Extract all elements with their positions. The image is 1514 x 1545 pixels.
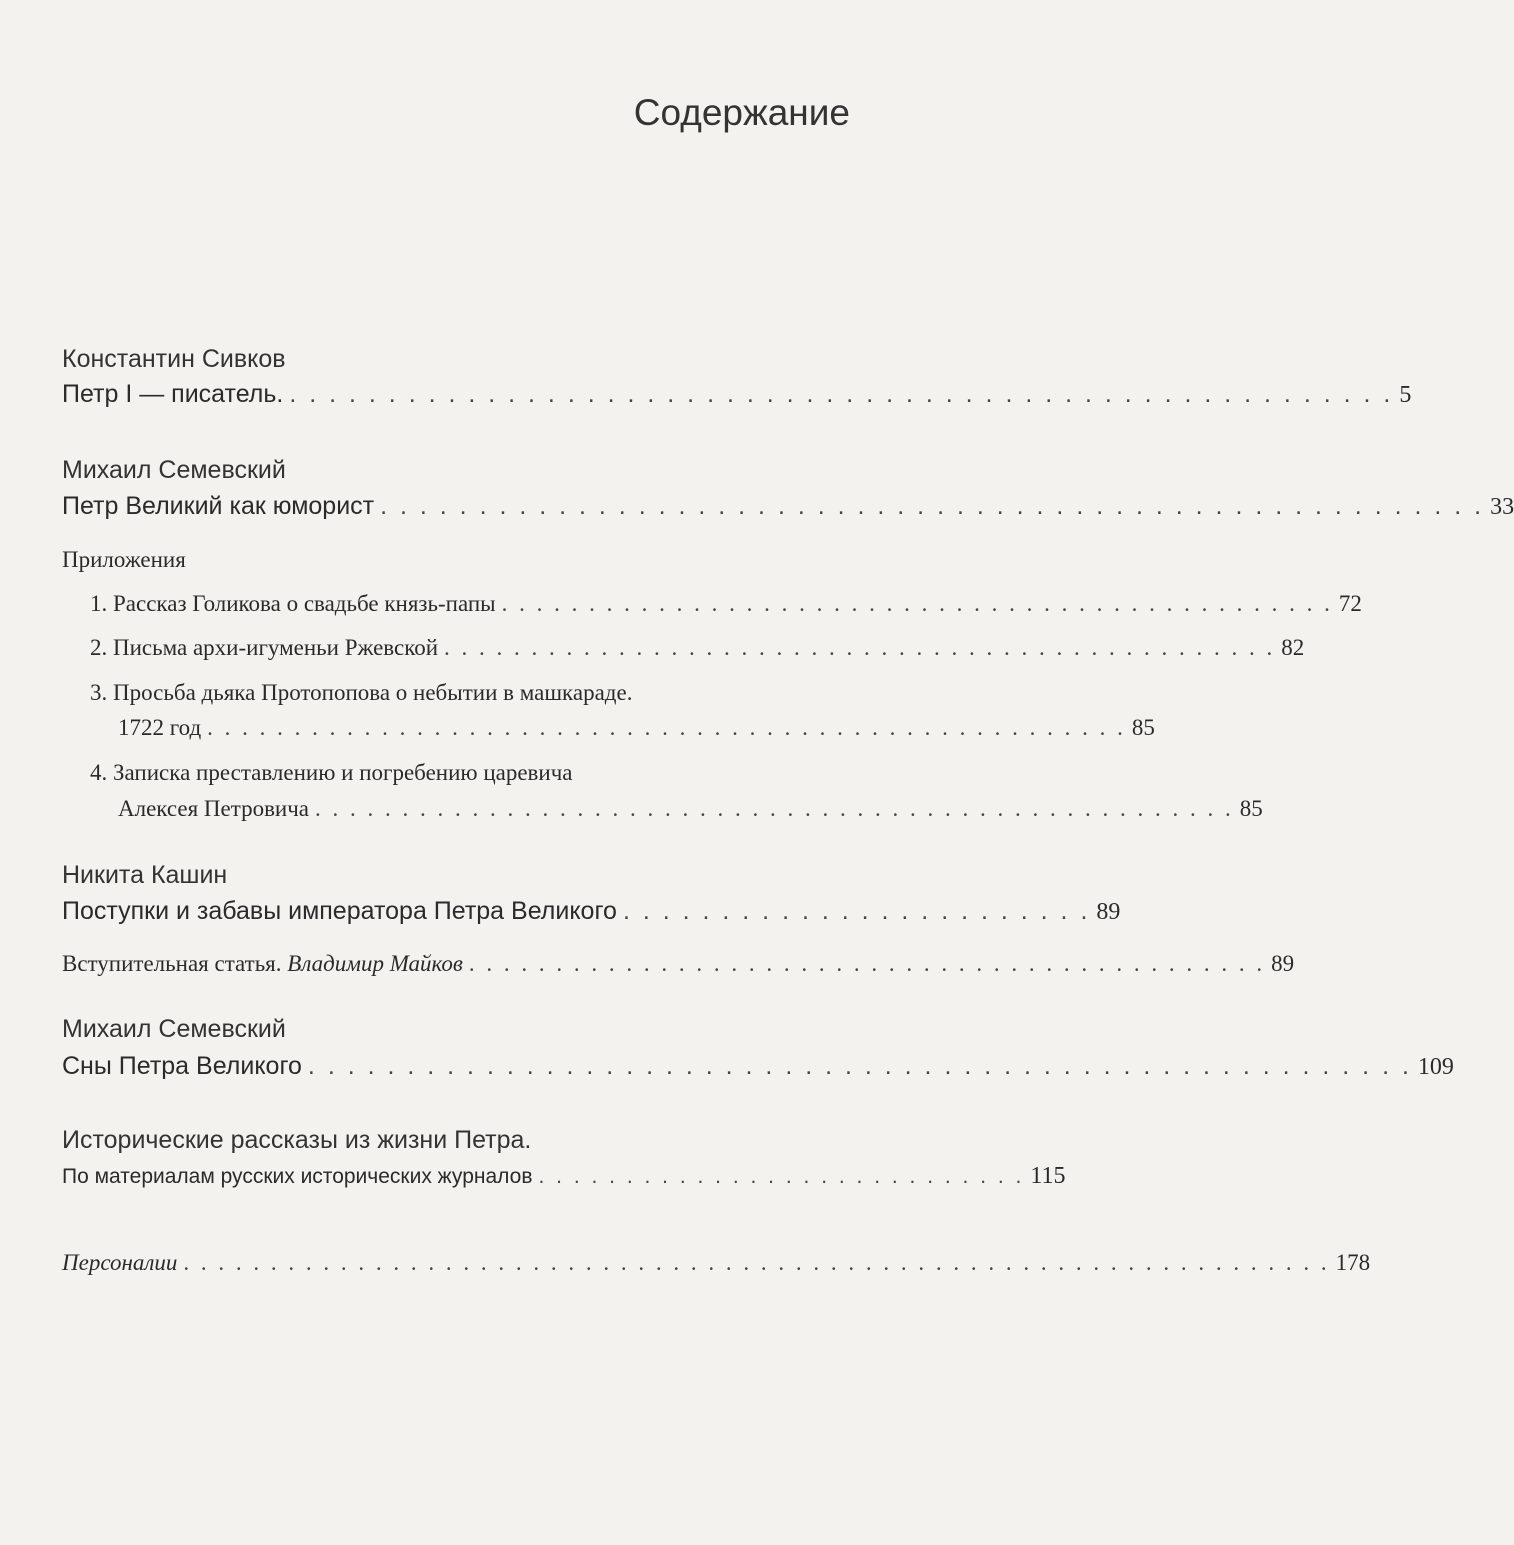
stories-heading: Исторические рассказы из жизни Петра. bbox=[62, 1126, 532, 1154]
dot-leader: . . . . . . . . . . . . . . . . . . . . . . . . . . . . bbox=[538, 1165, 1025, 1188]
toc-entry-sivkov[interactable] bbox=[62, 380, 1412, 409]
toc-entry-appendix-4[interactable] bbox=[118, 796, 1263, 822]
page-number: 72 bbox=[1338, 591, 1362, 616]
dot-leader: . . . . . . . . . . . . . . . . . . . . . . . . . . . . . . . . . . . . . . . . . . . . . . . . . . . . . bbox=[207, 715, 1126, 740]
toc-entry-stories[interactable] bbox=[62, 1163, 1066, 1190]
toc-entry-semevsky-humorist[interactable] bbox=[62, 492, 1514, 521]
toc-entry-kashin[interactable] bbox=[62, 897, 1121, 926]
page-number: 5 bbox=[1399, 382, 1412, 408]
entry-title: Петр I — писатель. bbox=[62, 380, 284, 408]
page-number: 33 bbox=[1490, 494, 1514, 520]
entry-title: 1. Рассказ Голикова о свадьбе князь-папы bbox=[90, 591, 496, 616]
toc-entry-appendix-3[interactable] bbox=[118, 715, 1155, 741]
entry-title: Петр Великий как юморист bbox=[62, 492, 375, 520]
toc-entry-appendix-1[interactable] bbox=[90, 591, 1362, 617]
page-number: 109 bbox=[1417, 1054, 1454, 1080]
entry-title: 2. Письма архи-игуменьи Ржевской bbox=[90, 635, 439, 660]
dot-leader: . . . . . . . . . . . . . . . . . . . . . . . . . . . . . . . . . . . . . . . . . . . . . . . . . . . . . . . . bbox=[307, 1052, 1412, 1080]
page-number: 85 bbox=[1239, 796, 1263, 821]
entry-title: Поступки и забавы императора Петра Великого bbox=[62, 897, 617, 925]
intro-author: Владимир Майков bbox=[287, 951, 463, 976]
entry-title: 1722 год bbox=[118, 715, 202, 740]
entry-title: Алексея Петровича bbox=[118, 796, 310, 821]
page-number: 115 bbox=[1030, 1163, 1066, 1189]
page-number: 89 bbox=[1096, 899, 1121, 925]
dot-leader: . . . . . . . . . . . . . . . . . . . . . . . . . . . . . . . . . . . . . . . . . . . . . . . . bbox=[444, 635, 1276, 660]
appendix-3-line-1: 3. Просьба дьяка Протопопова о небытии в машкараде. bbox=[90, 680, 633, 705]
dot-leader: . . . . . . . . . . . . . . . . . . . . . . . . bbox=[622, 897, 1091, 925]
author-kashin: Никита Кашин bbox=[62, 861, 228, 889]
author-semevsky-2: Михаил Семевский bbox=[62, 1015, 286, 1043]
dot-leader: . . . . . . . . . . . . . . . . . . . . . . . . . . . . . . . . . . . . . . . . . . . . . . bbox=[468, 951, 1266, 976]
intro-label: Вступительная статья. bbox=[62, 951, 282, 976]
author-sivkov: Константин Сивков bbox=[62, 345, 286, 373]
dot-leader: . . . . . . . . . . . . . . . . . . . . . . . . . . . . . . . . . . . . . . . . . . . . . . . . . . . . . . . . bbox=[289, 380, 1394, 408]
dot-leader: . . . . . . . . . . . . . . . . . . . . . . . . . . . . . . . . . . . . . . . . . . . . . . . . bbox=[501, 591, 1333, 616]
appendix-heading: Приложения bbox=[62, 547, 186, 572]
entry-title: Персоналии bbox=[62, 1250, 178, 1275]
appendix-4-line-1: 4. Записка преставлению и погребению царевича bbox=[90, 760, 573, 785]
toc-entry-introduction[interactable] bbox=[62, 951, 1295, 977]
page-number: 178 bbox=[1335, 1250, 1371, 1275]
toc-entry-semevsky-dreams[interactable] bbox=[62, 1052, 1454, 1081]
page-number: 89 bbox=[1271, 951, 1295, 976]
page-number: 82 bbox=[1281, 635, 1305, 660]
author-semevsky-1: Михаил Семевский bbox=[62, 456, 286, 484]
page-number: 85 bbox=[1131, 715, 1155, 740]
page-title: Содержание bbox=[633, 92, 850, 133]
dot-leader: . . . . . . . . . . . . . . . . . . . . . . . . . . . . . . . . . . . . . . . . . . . . . . . . . . . . . . . . bbox=[380, 492, 1485, 520]
toc-entry-appendix-2[interactable] bbox=[90, 635, 1305, 661]
dot-leader: . . . . . . . . . . . . . . . . . . . . . . . . . . . . . . . . . . . . . . . . . . . . . . . . . . . . . . . . . . . . . . . . . . bbox=[183, 1250, 1330, 1275]
dot-leader: . . . . . . . . . . . . . . . . . . . . . . . . . . . . . . . . . . . . . . . . . . . . . . . . . . . . . bbox=[315, 796, 1234, 821]
entry-title: Сны Петра Великого bbox=[62, 1052, 302, 1080]
toc-entry-persons[interactable] bbox=[62, 1250, 1371, 1276]
entry-title bbox=[62, 951, 463, 977]
entry-title: По материалам русских исторических журналов bbox=[62, 1165, 533, 1188]
